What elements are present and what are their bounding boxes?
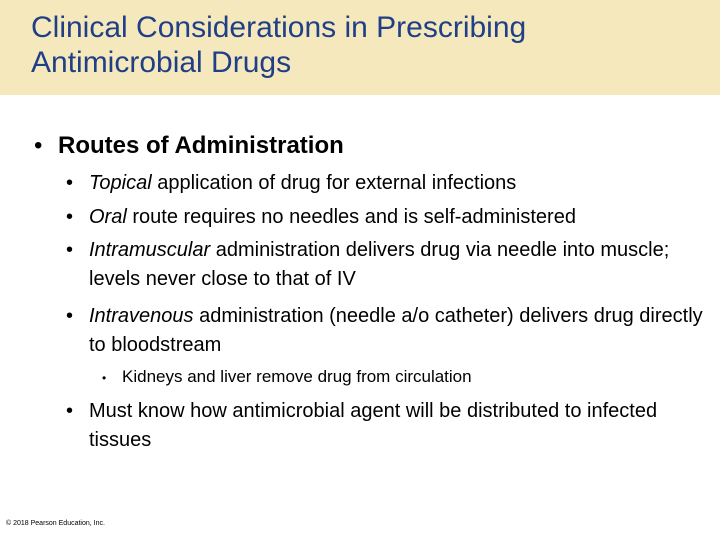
list-item-distribution	[66, 397, 719, 455]
route-term: Intramuscular	[89, 239, 211, 261]
route-description: route requires no needles and is self-administered	[126, 206, 576, 228]
route-term: Intravenous	[89, 305, 194, 327]
route-term: Oral	[89, 206, 127, 228]
bullet-icon: •	[34, 132, 43, 159]
list-item-intramuscular	[66, 236, 689, 294]
list-item-intravenous	[66, 302, 709, 360]
route-description: administration (needle a/o catheter) delivers drug directly to bloodstream	[89, 305, 703, 356]
title-line-2: Antimicrobial Drugs	[31, 46, 292, 79]
route-description: application of drug for external infections	[151, 172, 517, 194]
slide-title	[31, 10, 691, 80]
bullet-icon: •	[66, 206, 74, 228]
route-term: Topical	[89, 172, 152, 194]
list-item-oral	[66, 203, 720, 232]
section-heading	[34, 129, 344, 163]
bullet-icon: •	[66, 172, 74, 194]
item-text: Must know how antimicrobial agent will be distributed to infected tissues	[89, 400, 658, 451]
bullet-icon: •	[102, 371, 107, 385]
sub-item-text: Kidneys and liver remove drug from circulation	[122, 367, 472, 386]
route-description: administration delivers drug via needle into muscle; levels never close to that of IV	[89, 239, 670, 290]
bullet-icon: •	[66, 400, 74, 422]
title-line-1: Clinical Considerations in Prescribing	[31, 11, 527, 44]
section-heading-text: Routes of Administration	[58, 132, 344, 159]
copyright-footer: © 2018 Pearson Education, Inc.	[6, 520, 105, 527]
sub-list-item	[102, 364, 472, 391]
list-item-topical	[66, 169, 720, 198]
bullet-icon: •	[66, 305, 74, 327]
bullet-icon: •	[66, 239, 74, 261]
